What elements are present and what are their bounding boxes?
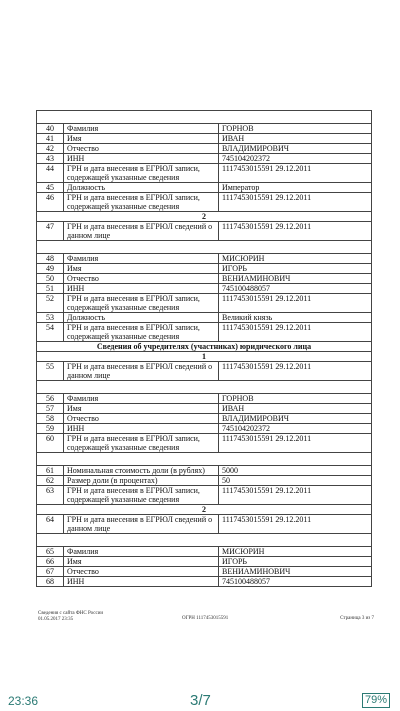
row-number: 64 bbox=[37, 515, 64, 534]
row-number: 42 bbox=[37, 144, 64, 154]
row-number: 44 bbox=[37, 164, 64, 183]
row-number: 68 bbox=[37, 577, 64, 587]
footer-source-line2: 01.05.2017 23:35 bbox=[38, 617, 74, 622]
row-value: ГОРНОВ bbox=[219, 124, 372, 134]
row-value: 1117453015591 29.12.2011 bbox=[219, 193, 372, 212]
table-blank-row bbox=[37, 453, 372, 466]
table-row bbox=[37, 134, 372, 144]
row-number: 62 bbox=[37, 476, 64, 486]
egrul-table bbox=[36, 110, 372, 587]
group-number: 2 bbox=[37, 212, 372, 222]
row-value: 5000 bbox=[219, 466, 372, 476]
row-value: ВЛАДИМИРОВИЧ bbox=[219, 414, 372, 424]
row-label: Отчество bbox=[64, 567, 219, 577]
row-number: 61 bbox=[37, 466, 64, 476]
row-label: ГРН и дата внесения в ЕГРЮЛ сведений о данном лице bbox=[64, 362, 219, 381]
row-label: Имя bbox=[64, 557, 219, 567]
group-number: 1 bbox=[37, 352, 372, 362]
section-heading: Сведения об учредителях (участниках) юридического лица bbox=[37, 342, 372, 352]
clock-time: 23:36 bbox=[8, 694, 39, 708]
row-label: ИНН bbox=[64, 154, 219, 164]
row-label: Фамилия bbox=[64, 254, 219, 264]
row-number: 51 bbox=[37, 284, 64, 294]
row-number: 55 bbox=[37, 362, 64, 381]
blank-cell bbox=[37, 111, 372, 124]
row-label: Отчество bbox=[64, 414, 219, 424]
row-number: 66 bbox=[37, 557, 64, 567]
blank-cell bbox=[37, 534, 372, 547]
row-number: 59 bbox=[37, 424, 64, 434]
row-number: 54 bbox=[37, 323, 64, 342]
row-label: ГРН и дата внесения в ЕГРЮЛ записи, содержащей указанные сведения bbox=[64, 294, 219, 313]
row-value: 745104202372 bbox=[219, 154, 372, 164]
row-value: ВЛАДИМИРОВИЧ bbox=[219, 144, 372, 154]
row-number: 57 bbox=[37, 404, 64, 414]
row-value: 745100488057 bbox=[219, 284, 372, 294]
row-value: ИВАН bbox=[219, 134, 372, 144]
row-value: 1117453015591 29.12.2011 bbox=[219, 164, 372, 183]
row-label: ИНН bbox=[64, 424, 219, 434]
row-number: 43 bbox=[37, 154, 64, 164]
table-row bbox=[37, 557, 372, 567]
row-number: 45 bbox=[37, 183, 64, 193]
row-label: ГРН и дата внесения в ЕГРЮЛ записи, содержащей указанные сведения bbox=[64, 323, 219, 342]
row-label: Фамилия bbox=[64, 124, 219, 134]
table-blank-row bbox=[37, 534, 372, 547]
row-label: Имя bbox=[64, 264, 219, 274]
footer-source bbox=[38, 611, 103, 623]
table-row bbox=[37, 124, 372, 134]
row-number: 63 bbox=[37, 486, 64, 505]
row-number: 41 bbox=[37, 134, 64, 144]
row-value: 1117453015591 29.12.2011 bbox=[219, 294, 372, 313]
group-number: 2 bbox=[37, 505, 372, 515]
row-value: 1117453015591 29.12.2011 bbox=[219, 222, 372, 241]
row-label: Номинальная стоимость доли (в рублях) bbox=[64, 466, 219, 476]
group-number-row bbox=[37, 212, 372, 222]
row-number: 60 bbox=[37, 434, 64, 453]
row-value: 745104202372 bbox=[219, 424, 372, 434]
table-row bbox=[37, 193, 372, 212]
row-value: МИСЮРИН bbox=[219, 547, 372, 557]
table-blank-row bbox=[37, 241, 372, 254]
row-number: 47 bbox=[37, 222, 64, 241]
row-value: ВЕНИАМИНОВИЧ bbox=[219, 567, 372, 577]
table-row bbox=[37, 323, 372, 342]
row-label: Фамилия bbox=[64, 394, 219, 404]
table-row bbox=[37, 476, 372, 486]
row-value: 50 bbox=[219, 476, 372, 486]
section-heading-row bbox=[37, 342, 372, 352]
row-value: ИВАН bbox=[219, 404, 372, 414]
row-value: ВЕНИАМИНОВИЧ bbox=[219, 274, 372, 284]
row-number: 53 bbox=[37, 313, 64, 323]
row-label: Отчество bbox=[64, 274, 219, 284]
row-label: Имя bbox=[64, 134, 219, 144]
row-number: 49 bbox=[37, 264, 64, 274]
row-value: Император bbox=[219, 183, 372, 193]
row-label: ГРН и дата внесения в ЕГРЮЛ записи, содержащей указанные сведения bbox=[64, 164, 219, 183]
table-row bbox=[37, 274, 372, 284]
table-row bbox=[37, 547, 372, 557]
blank-cell bbox=[37, 453, 372, 466]
table-row bbox=[37, 515, 372, 534]
row-label: ИНН bbox=[64, 577, 219, 587]
egrul-table-body bbox=[37, 111, 372, 587]
row-label: ИНН bbox=[64, 284, 219, 294]
table-row bbox=[37, 264, 372, 274]
table-row bbox=[37, 284, 372, 294]
row-number: 40 bbox=[37, 124, 64, 134]
row-value: 1117453015591 29.12.2011 bbox=[219, 362, 372, 381]
table-row bbox=[37, 394, 372, 404]
row-label: Отчество bbox=[64, 144, 219, 154]
table-row bbox=[37, 577, 372, 587]
table-row bbox=[37, 486, 372, 505]
row-number: 48 bbox=[37, 254, 64, 264]
row-number: 46 bbox=[37, 193, 64, 212]
row-value: 1117453015591 29.12.2011 bbox=[219, 434, 372, 453]
row-label: ГРН и дата внесения в ЕГРЮЛ записи, содержащей указанные сведения bbox=[64, 434, 219, 453]
row-value: ГОРНОВ bbox=[219, 394, 372, 404]
table-row bbox=[37, 154, 372, 164]
table-row bbox=[37, 254, 372, 264]
row-label: Должность bbox=[64, 183, 219, 193]
table-row bbox=[37, 466, 372, 476]
row-value: Великий князь bbox=[219, 313, 372, 323]
table-row bbox=[37, 424, 372, 434]
table-row bbox=[37, 183, 372, 193]
footer-ogrn: ОГРН 1117453015591 bbox=[182, 616, 229, 621]
row-value: 745100488057 bbox=[219, 577, 372, 587]
table-row bbox=[37, 362, 372, 381]
row-value: МИСЮРИН bbox=[219, 254, 372, 264]
table-row bbox=[37, 313, 372, 323]
zoom-level-button[interactable]: 79% bbox=[362, 693, 390, 708]
footer-page-number: Страница 3 из 7 bbox=[340, 616, 374, 621]
row-value: ИГОРЬ bbox=[219, 557, 372, 567]
group-number-row bbox=[37, 505, 372, 515]
table-blank-row bbox=[37, 111, 372, 124]
row-label: Должность bbox=[64, 313, 219, 323]
blank-cell bbox=[37, 381, 372, 394]
row-number: 56 bbox=[37, 394, 64, 404]
row-value: ИГОРЬ bbox=[219, 264, 372, 274]
row-label: ГРН и дата внесения в ЕГРЮЛ сведений о данном лице bbox=[64, 222, 219, 241]
table-row bbox=[37, 567, 372, 577]
row-number: 52 bbox=[37, 294, 64, 313]
footer-source-line1: Сведения с сайта ФНС России bbox=[38, 611, 104, 616]
table-blank-row bbox=[37, 381, 372, 394]
row-number: 58 bbox=[37, 414, 64, 424]
row-number: 50 bbox=[37, 274, 64, 284]
row-number: 65 bbox=[37, 547, 64, 557]
table-row bbox=[37, 414, 372, 424]
row-number: 67 bbox=[37, 567, 64, 577]
group-number-row bbox=[37, 352, 372, 362]
table-row bbox=[37, 294, 372, 313]
viewer-status-bar bbox=[0, 690, 400, 711]
row-value: 1117453015591 29.12.2011 bbox=[219, 323, 372, 342]
row-value: 1117453015591 29.12.2011 bbox=[219, 486, 372, 505]
row-label: Размер доли (в процентах) bbox=[64, 476, 219, 486]
row-label: ГРН и дата внесения в ЕГРЮЛ записи, содержащей указанные сведения bbox=[64, 486, 219, 505]
table-row bbox=[37, 164, 372, 183]
table-row bbox=[37, 222, 372, 241]
row-label: Имя bbox=[64, 404, 219, 414]
table-row bbox=[37, 144, 372, 154]
table-row bbox=[37, 404, 372, 414]
row-label: ГРН и дата внесения в ЕГРЮЛ сведений о данном лице bbox=[64, 515, 219, 534]
table-row bbox=[37, 434, 372, 453]
row-value: 1117453015591 29.12.2011 bbox=[219, 515, 372, 534]
blank-cell bbox=[37, 241, 372, 254]
page-indicator[interactable]: 3/7 bbox=[190, 692, 211, 709]
row-label: Фамилия bbox=[64, 547, 219, 557]
row-label: ГРН и дата внесения в ЕГРЮЛ записи, содержащей указанные сведения bbox=[64, 193, 219, 212]
